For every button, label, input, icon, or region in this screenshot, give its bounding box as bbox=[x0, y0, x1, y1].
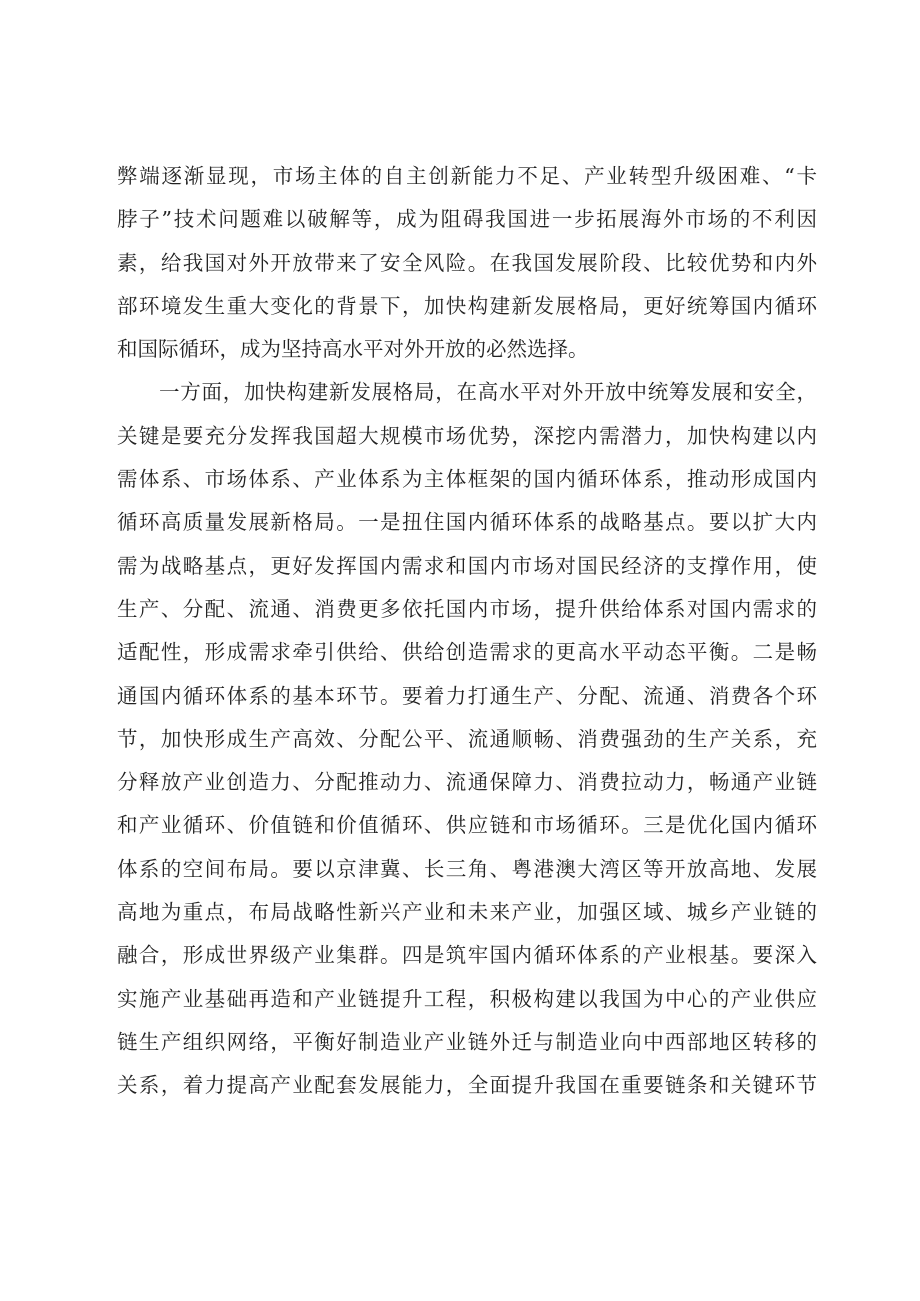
paragraph-2-line-7: 适配性，形成需求牵引供给、供给创造需求的更高水平动态平衡。二是畅 bbox=[117, 640, 817, 665]
paragraph-2-line-5: 需为战略基点，更好发挥国内需求和国内市场对国民经济的支撑作用，使 bbox=[117, 553, 817, 578]
paragraph-1-line-3: 素，给我国对外开放带来了安全风险。在我国发展阶段、比较优势和内外 bbox=[117, 250, 817, 275]
paragraph-2-line-11: 和产业循环、价值链和价值循环、供应链和市场循环。三是优化国内循环 bbox=[117, 813, 817, 838]
paragraph-2-line-10: 分释放产业创造力、分配推动力、流通保障力、消费拉动力，畅通产业链 bbox=[117, 770, 817, 795]
body-text bbox=[117, 155, 817, 1108]
paragraph-2-line-17: 关系，着力提高产业配套发展能力，全面提升我国在重要链条和关键环节 bbox=[117, 1073, 817, 1098]
paragraph-1-line-2: 脖子”技术问题难以破解等，成为阻碍我国进一步拓展海外市场的不利因 bbox=[117, 207, 817, 232]
paragraph-2-line-12: 体系的空间布局。要以京津冀、长三角、粤港澳大湾区等开放高地、发展 bbox=[117, 856, 817, 881]
paragraph-2-line-4: 循环高质量发展新格局。一是扭住国内循环体系的战略基点。要以扩大内 bbox=[117, 510, 817, 535]
paragraph-1-line-5: 和国际循环，成为坚持高水平对外开放的必然选择。 bbox=[117, 337, 589, 362]
paragraph-2-line-6: 生产、分配、流通、消费更多依托国内市场，提升供给体系对国内需求的 bbox=[117, 596, 817, 621]
paragraph-2-line-15: 实施产业基础再造和产业链提升工程，积极构建以我国为中心的产业供应 bbox=[117, 986, 817, 1011]
paragraph-2-line-3: 需体系、市场体系、产业体系为主体框架的国内循环体系，推动形成国内 bbox=[117, 467, 817, 492]
paragraph-2-line-9: 节，加快形成生产高效、分配公平、流通顺畅、消费强劲的生产关系，充 bbox=[117, 726, 817, 751]
paragraph-2-line-16: 链生产组织网络，平衡好制造业产业链外迁与制造业向中西部地区转移的 bbox=[117, 1029, 817, 1054]
paragraph-2-line-1: 一方面，加快构建新发展格局，在高水平对外开放中统筹发展和安全， bbox=[159, 380, 817, 405]
paragraph-2-line-8: 通国内循环体系的基本环节。要着力打通生产、分配、流通、消费各个环 bbox=[117, 683, 817, 708]
paragraph-2-line-13: 高地为重点，布局战略性新兴产业和未来产业，加强区域、城乡产业链的 bbox=[117, 900, 817, 925]
paragraph-2-line-14: 融合，形成世界级产业集群。四是筑牢国内循环体系的产业根基。要深入 bbox=[117, 943, 817, 968]
paragraph-1-line-4: 部环境发生重大变化的背景下，加快构建新发展格局，更好统筹国内循环 bbox=[117, 293, 817, 318]
paragraph-1-line-1: 弊端逐渐显现，市场主体的自主创新能力不足、产业转型升级困难、“卡 bbox=[117, 164, 817, 188]
paragraph-2-line-2: 关键是要充分发挥我国超大规模市场优势，深挖内需潜力，加快构建以内 bbox=[117, 423, 817, 448]
